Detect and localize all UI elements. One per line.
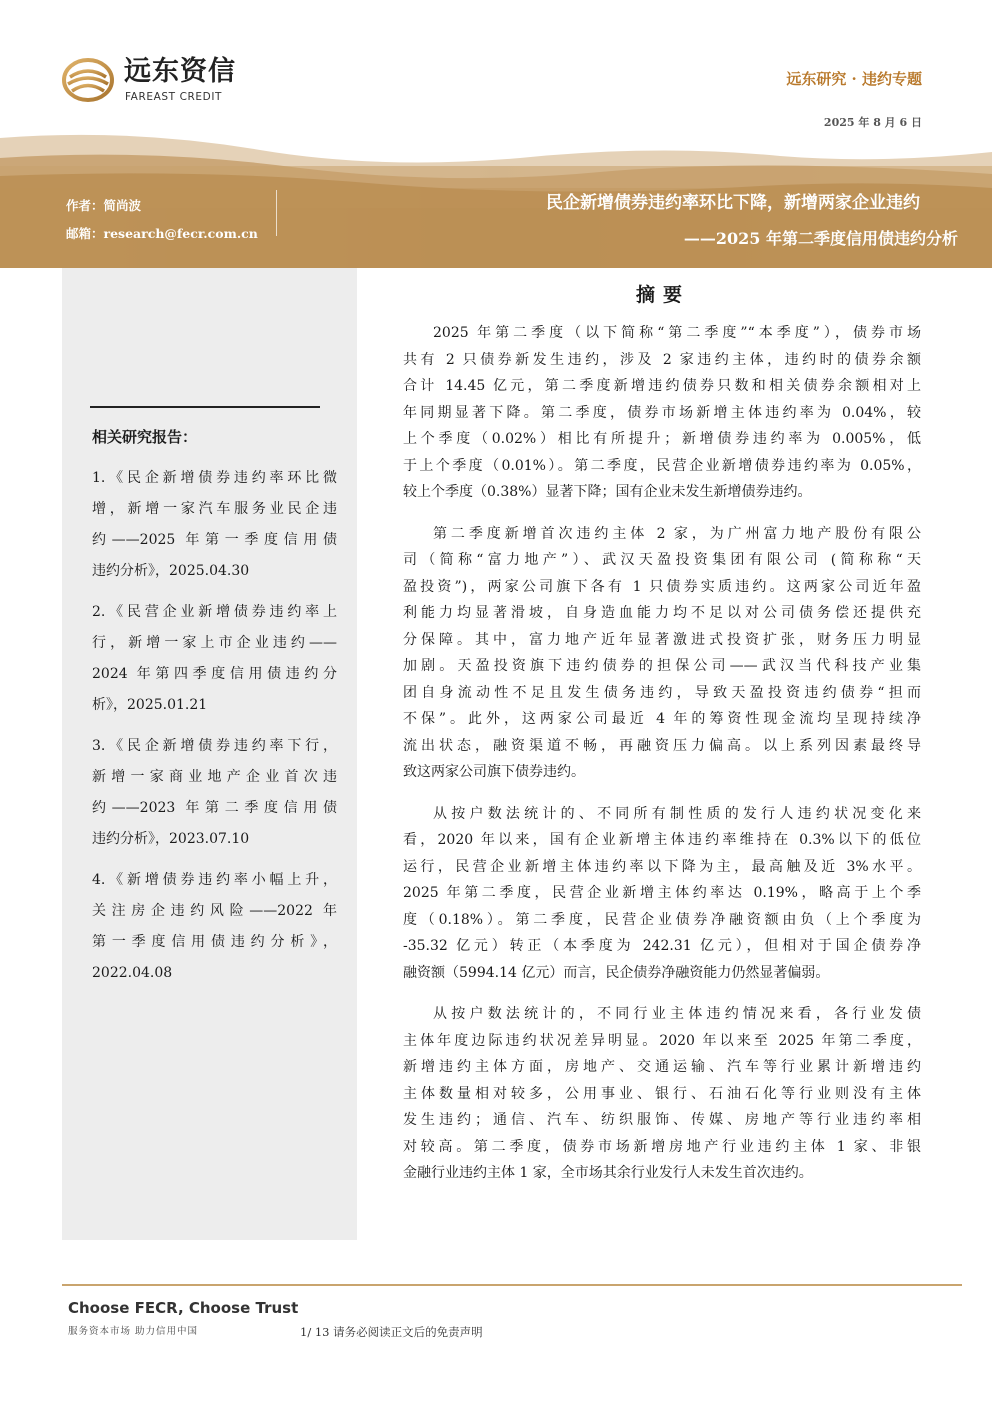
footer-tagline: 服务资本市场 助力信用中国 [68,1326,199,1337]
paragraph-line: 发生违约；通信、汽车、纺织服饰、传媒、房地产等行业违约率相 [403,1112,921,1128]
paragraph-line: 从按户数法统计的、不同所有制性质的发行人违约状况变化来 [433,805,921,822]
paragraph-line: 2025 年第二季度，民营企业新增主体约率达 0.19%，略高于上个季 [403,885,921,901]
paragraph-line: 度（0.18%）。第二季度，民营企业债券净融资额由负（上个季度为 [403,911,921,928]
paragraph-line: 盈投资”)，两家公司旗下各有 1 只债券实质违约。这两家公司近年盈 [403,578,921,595]
paragraph-line: 共有 2 只债券新发生违约，涉及 2 家违约主体，违约时的债券余额 [403,351,921,368]
related-report-item [92,865,337,989]
abstract-body [403,320,921,1202]
paragraph-line: 主体数量相对较多，公用事业、银行、石油石化等行业则没有主体 [403,1085,921,1102]
report-line: 违约分析》，2023.07.10 [92,831,250,847]
paragraph-line: 团自身流动性不足且发生债务违约，导致天盈投资违约债券“担而 [403,684,921,701]
report-line: 析》，2025.01.21 [92,697,208,713]
paragraph-line: 运行，民营企业新增主体违约率以下降为主，最高触及近 3%水平。 [403,858,921,875]
report-line: 3.《民企新增债券违约率下行， [92,738,337,754]
paragraph-line: 较上个季度（0.38%）显著下降；国有企业未发生新增债券违约。 [403,484,812,500]
report-line: 4.《新增债券违约率小幅上升， [92,872,337,888]
report-line: 新增一家商业地产企业首次违 [92,769,337,785]
abstract-paragraph [403,1001,921,1187]
abstract-paragraph [403,801,921,987]
paragraph-line: 合计 14.45 亿元，第二季度新增违约债券只数和相关债券余额相对上 [403,378,921,394]
report-series: 远东研究 · 违约专题 [786,70,922,88]
paragraph-line: 流出状态，融资渠道不畅，再融资压力偏高。以上系列因素最终导 [403,737,921,754]
report-line: 2024 年第四季度信用债违约分 [92,666,337,682]
paragraph-line: 年同期显著下降。第二季度，债券市场新增主体违约率为 0.04%，较 [403,404,921,421]
abstract-paragraph [403,521,921,786]
report-line: 约——2023 年第二季度信用债 [92,800,337,816]
paragraph-line: 看，2020 年以来，国有企业新增主体违约率维持在 0.3%以下的低位 [403,832,921,848]
report-line: 2.《民营企业新增债券违约率上 [92,604,337,620]
report-line: 2022.04.08 [92,965,173,981]
report-line: 违约分析》，2025.04.30 [92,563,250,579]
paragraph-line: 融资额（5994.14 亿元）而言，民企债券净融资能力仍然显著偏弱。 [403,964,830,981]
report-subtitle: ——2025 年第二季度信用债违约分析 [683,229,958,248]
report-line: 约——2025 年第一季度信用债 [92,532,337,548]
paragraph-line: 从按户数法统计的，不同行业主体违约情况来看，各行业发债 [433,1006,921,1022]
related-reports-sidebar [62,268,357,1240]
fareast-logo-icon [62,57,114,103]
paragraph-line: -35.32 亿元）转正（本季度为 242.31 亿元），但相对于国企债券净 [403,938,921,954]
paragraph-line: 主体年度边际违约状况差异明显。2020 年以来至 2025 年第二季度， [403,1032,921,1049]
related-reports-heading: 相关研究报告： [92,428,198,446]
report-line: 1.《民企新增债券违约率环比微 [92,470,337,486]
company-logo [62,55,252,105]
author: 作者：简尚波 [66,198,142,213]
paragraph-line: 不保”。此外，这两家公司最近 4 年的筹资性现金流均呈现持续净 [403,711,921,727]
paragraph-line: 2025 年第二季度（以下简称“第二季度”“本季度”），债券市场 [433,325,921,341]
author-email: 邮箱：research@fecr.com.cn [66,226,258,241]
related-report-item [92,731,337,855]
sidebar-rule [90,406,320,408]
paragraph-line: 金融行业违约主体 1 家，全市场其余行业发行人未发生首次违约。 [403,1165,813,1181]
paragraph-line: 第二季度新增首次违约主体 2 家，为广州富力地产股份有限公 [433,525,921,542]
report-title: 民企新增债券违约率环比下降，新增两家企业违约 [546,193,920,213]
report-date: 2025 年 8 月 6 日 [823,116,922,129]
report-line: 第一季度信用债违约分析》， [92,934,337,950]
related-report-item [92,597,337,721]
report-line: 行，新增一家上市企业违约—— [92,635,337,651]
paragraph-line: 上个季度（0.02%）相比有所提升；新增债券违约率为 0.005%，低 [403,431,921,447]
logo-english-name: FAREAST CREDIT [125,91,223,103]
footer-rule [62,1284,962,1286]
footer-slogan: Choose FECR, Choose Trust [68,1299,299,1317]
paragraph-line: 分保障。其中，富力地产近年显著激进式投资扩张，财务压力明显 [403,631,921,648]
report-line: 增，新增一家汽车服务业民企违 [92,501,337,517]
related-reports-list [92,463,337,999]
logo-chinese-name: 远东资信 [124,56,236,87]
paragraph-line: 致这两家公司旗下债券违约。 [403,764,585,780]
paragraph-line: 利能力均显著滑坡，自身造血能力均不足以对公司债务偿还提供充 [403,605,921,621]
banner-divider [276,190,277,236]
abstract-paragraph [403,320,921,506]
page-number-disclaimer: 1/ 13 请务必阅读正文后的免责声明 [300,1325,483,1339]
related-report-item [92,463,337,587]
paragraph-line: 于上个季度（0.01%）。第二季度，民营企业新增债券违约率为 0.05%， [403,457,921,474]
paragraph-line: 新增违约主体方面，房地产、交通运输、汽车等行业累计新增违约 [403,1059,921,1075]
abstract-heading: 摘要 [636,284,691,306]
paragraph-line: 加剧。天盈投资旗下违约债券的担保公司——武汉当代科技产业集 [403,658,921,674]
paragraph-line: 对较高。第二季度，债券市场新增房地产行业违约主体 1 家、非银 [403,1138,921,1155]
paragraph-line: 司（简称“富力地产”）、武汉天盈投资集团有限公司 (简称称“天 [403,552,921,568]
report-line: 关注房企违约风险——2022 年 [92,903,337,919]
